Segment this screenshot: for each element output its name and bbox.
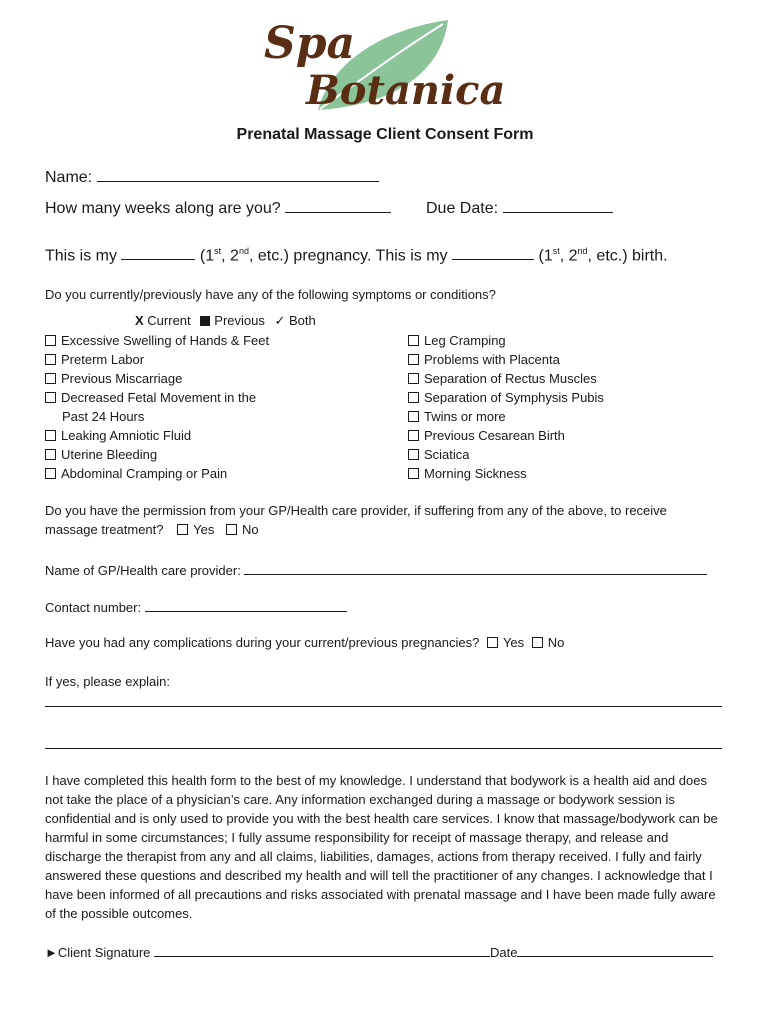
permission-yes-label: Yes	[193, 522, 215, 537]
sup-nd-2: nd	[577, 246, 588, 256]
condition-label: Preterm Labor	[61, 352, 145, 367]
contact-row	[45, 598, 347, 615]
pregnancy-label-c: , 2	[221, 247, 239, 265]
sup-nd: nd	[238, 246, 249, 256]
complications-no-checkbox[interactable]	[532, 637, 543, 648]
conditions-right	[408, 331, 604, 483]
condition-label: Abdominal Cramping or Pain	[61, 466, 228, 481]
conditions-left	[45, 331, 269, 483]
checkbox[interactable]	[45, 373, 56, 384]
permission-no-checkbox[interactable]	[226, 524, 237, 535]
birth-label-c: , 2	[559, 247, 578, 265]
weeks-field[interactable]	[285, 199, 391, 213]
filled-square-icon	[200, 316, 210, 326]
symptoms-legend	[135, 313, 316, 329]
name-field[interactable]	[97, 168, 379, 182]
birth-number-field[interactable]	[452, 246, 534, 260]
gp-row	[45, 561, 707, 578]
checkbox[interactable]	[45, 354, 56, 365]
explain-line-1[interactable]	[45, 706, 722, 707]
checkbox[interactable]	[408, 392, 419, 403]
signature-label: Client Signature	[57, 945, 151, 960]
gp-label: Name of GP/Health care provider:	[45, 563, 241, 578]
logo-line2: Botanica	[306, 67, 506, 114]
due-row	[426, 199, 613, 218]
weeks-row	[45, 199, 391, 218]
checkbox[interactable]	[408, 373, 419, 384]
checkbox[interactable]	[45, 468, 56, 479]
pregnancy-label-a: This is my	[45, 247, 117, 265]
contact-number-field[interactable]	[145, 598, 347, 612]
logo-line1: Spa	[264, 18, 356, 69]
condition-label: Sciatica	[424, 447, 470, 462]
checkbox[interactable]	[45, 430, 56, 441]
condition-label: Previous Cesarean Birth	[424, 428, 565, 443]
condition-label: Twins or more	[424, 409, 506, 424]
birth-label-d: , etc.) birth.	[587, 247, 668, 265]
permission-yes-checkbox[interactable]	[177, 524, 188, 535]
gp-name-field[interactable]	[244, 561, 707, 575]
condition-label: Morning Sickness	[424, 466, 527, 481]
signature-row	[45, 943, 713, 960]
sup-st-2: st	[552, 246, 560, 256]
date-label: Date	[490, 945, 518, 960]
checkbox[interactable]	[408, 449, 419, 460]
permission-question-line2: massage treatment?	[45, 522, 164, 537]
permission-no-label: No	[241, 522, 259, 537]
pregnancy-row	[45, 246, 668, 265]
legend-x-mark: X	[135, 313, 144, 328]
checkbox[interactable]	[408, 430, 419, 441]
due-date-field[interactable]	[503, 199, 613, 213]
birth-label-b: (1	[538, 247, 553, 265]
name-row	[45, 168, 379, 187]
condition-label: Problems with Placenta	[424, 352, 560, 367]
condition-label: Leg Cramping	[424, 333, 506, 348]
weeks-label: How many weeks along are you?	[45, 200, 281, 217]
legend-both: Both	[289, 313, 316, 328]
condition-label: Separation of Rectus Muscles	[424, 371, 597, 386]
explain-label: If yes, please explain:	[45, 674, 171, 689]
checkbox[interactable]	[45, 449, 56, 460]
condition-label: Leaking Amniotic Fluid	[61, 428, 192, 443]
complications-row	[45, 635, 564, 650]
checkbox[interactable]	[408, 335, 419, 346]
checkmark-icon: ✓	[274, 313, 286, 328]
checkbox[interactable]	[45, 335, 56, 346]
spa-botanica-logo	[258, 12, 508, 120]
contact-label: Contact number:	[45, 600, 142, 615]
pregnancy-label-d: , etc.) pregnancy. This is my	[248, 247, 448, 265]
legend-current: Current	[147, 313, 191, 328]
checkbox[interactable]	[45, 392, 56, 403]
condition-label: Separation of Symphysis Pubis	[424, 390, 604, 405]
legend-previous: Previous	[214, 313, 265, 328]
arrow-icon: ►	[45, 945, 58, 960]
complications-no-label: No	[547, 635, 565, 650]
checkbox[interactable]	[408, 354, 419, 365]
consent-paragraph: I have completed this health form to the best of my knowledge. I understand that bodywork is a health aid and does not take the place of a physician’s care. Any information exchanged during a massage or bodywork session is confidential and is only used to provide you with the best health care services. I know that massage/bodywork can be harmful in some circumstances; I fully assume responsibility for receipt of massage therapy, and release and discharge the therapist from any and all claims, liabilities, damages, actions from therapy received. I fully and fairly answered these questions and described my health and will tell the practitioner of any changes. I acknowledge that I have been informed of all precautions and risks associated with prenatal massage and I have been made fully aware of the possible outcomes.	[45, 773, 718, 921]
condition-label-continued: Past 24 Hours	[62, 409, 145, 424]
form-title: Prenatal Massage Client Consent Form	[236, 126, 534, 143]
complications-question: Have you had any complications during your current/previous pregnancies?	[45, 635, 480, 650]
checkbox[interactable]	[408, 468, 419, 479]
signature-field[interactable]	[154, 943, 490, 957]
condition-label: Uterine Bleeding	[61, 447, 158, 462]
complications-yes-label: Yes	[502, 635, 525, 650]
explain-line-2[interactable]	[45, 748, 722, 749]
complications-yes-checkbox[interactable]	[487, 637, 498, 648]
condition-label: Previous Miscarriage	[61, 371, 183, 386]
symptoms-question: Do you currently/previously have any of the following symptoms or conditions?	[45, 287, 496, 302]
name-label: Name:	[45, 169, 93, 186]
sup-st: st	[214, 246, 222, 256]
condition-label: Excessive Swelling of Hands & Feet	[61, 333, 270, 348]
pregnancy-number-field[interactable]	[121, 246, 195, 260]
permission-row	[45, 522, 259, 537]
condition-label: Decreased Fetal Movement in the	[61, 390, 257, 405]
due-date-label: Due Date:	[426, 200, 499, 217]
permission-question-line1: Do you have the permission from your GP/Health care provider, if suffering from any of the above, to receive	[45, 503, 667, 518]
logo-graphic	[258, 12, 508, 120]
date-field[interactable]	[517, 943, 713, 957]
checkbox[interactable]	[408, 411, 419, 422]
pregnancy-label-b: (1	[199, 247, 215, 265]
